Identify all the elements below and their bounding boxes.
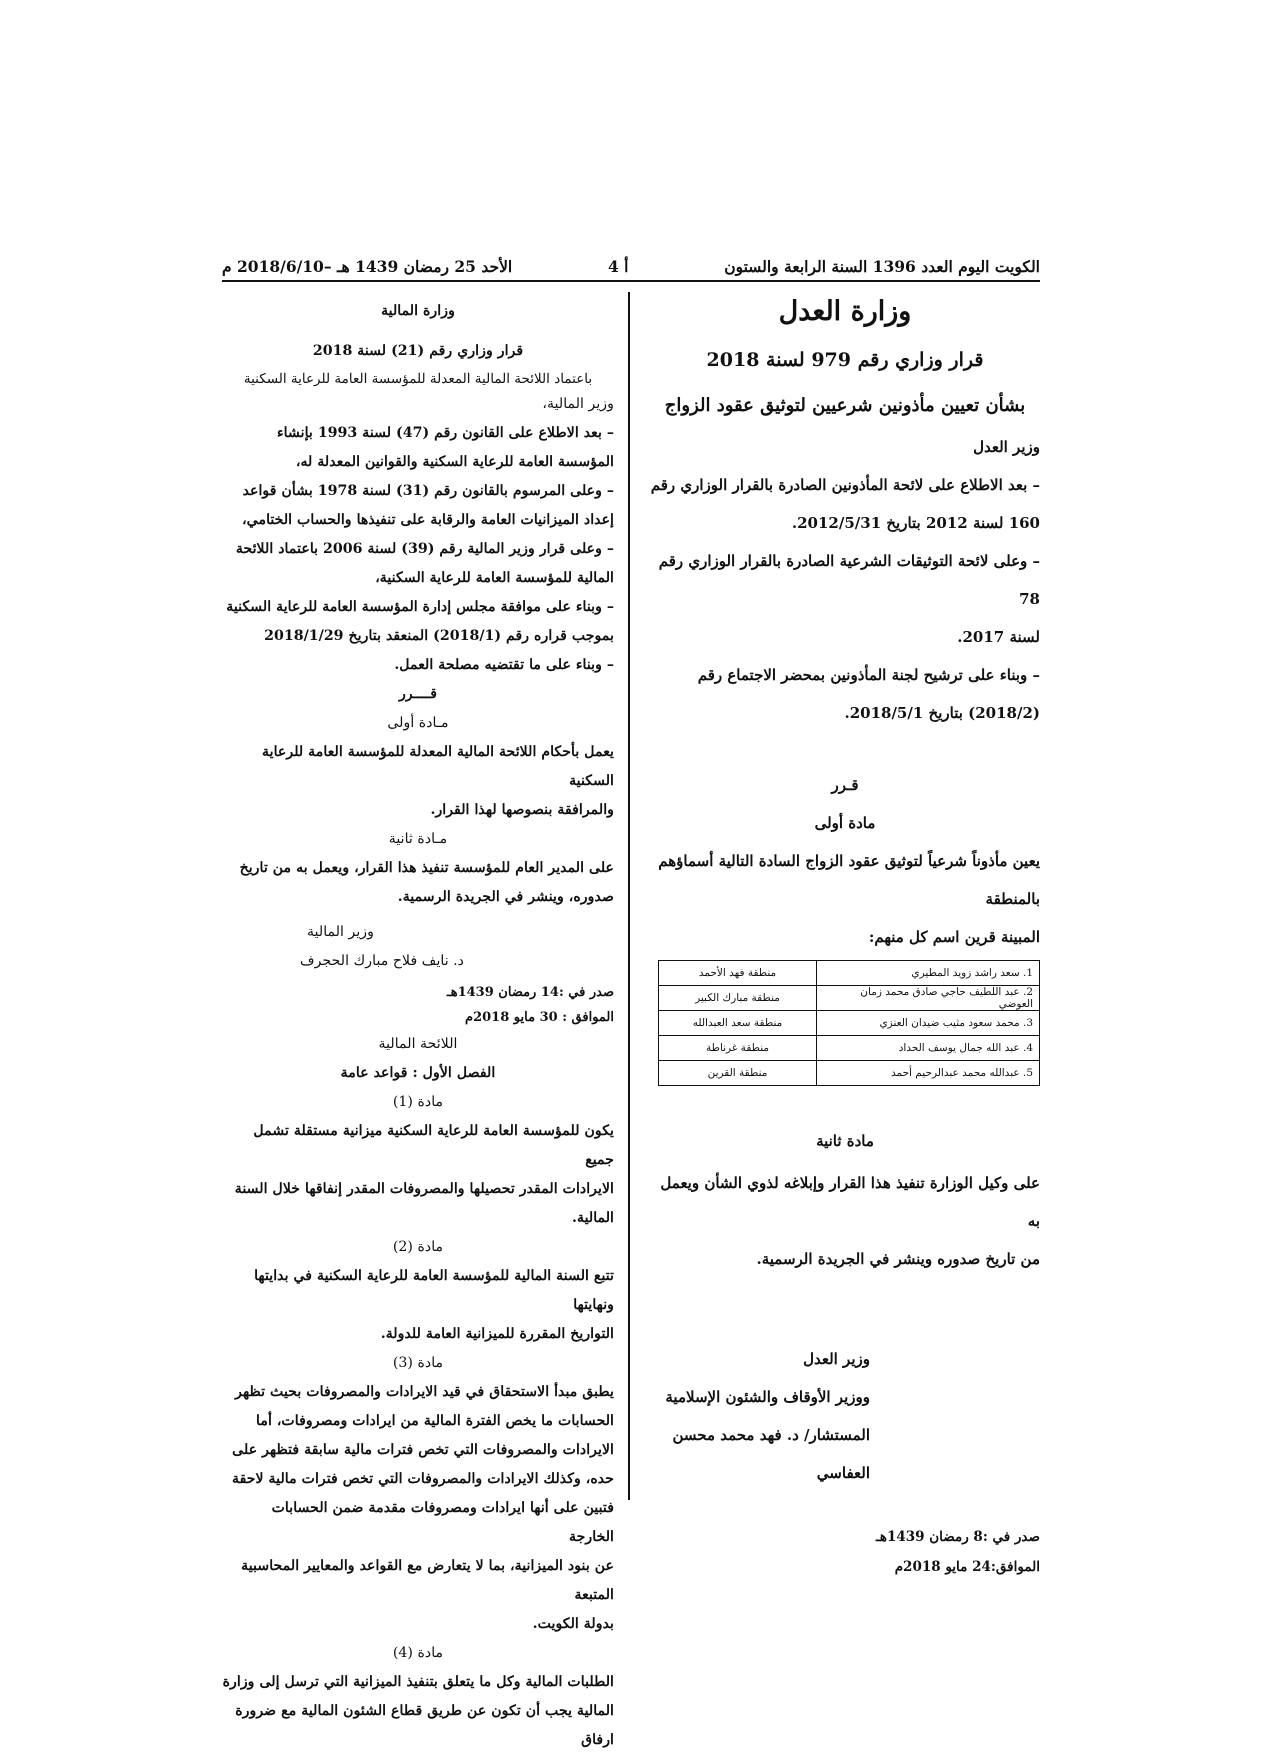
finance-article1-line: والمرافقة بنصوصها لهذا القرار.: [430, 802, 614, 818]
table-row: [659, 961, 1040, 986]
appointees-table: [658, 960, 1040, 1086]
justice-preamble-line: – وعلى لائحة التوثيقات الشرعية الصادرة بالقرار الوزاري رقم 78: [658, 552, 1040, 608]
justice-ministry-title: وزارة العدل: [778, 296, 912, 327]
justice-article1-title: مادة أولى: [814, 814, 876, 832]
finance-decided: قــــرر: [398, 686, 438, 702]
finance-preamble-line: – وعلى المرسوم بالقانون رقم (31) لسنة 1978 بشأن قواعد: [242, 483, 614, 499]
finance-signature-name: د. نايف فلاح مبارك الحجرف: [299, 953, 464, 969]
signature-line: ووزير الأوقاف والشئون الإسلامية: [665, 1388, 870, 1406]
justice-signature: [650, 1340, 870, 1492]
finance-preamble-line: – وبناء على موافقة مجلس إدارة المؤسسة العامة للرعاية السكنية: [226, 599, 614, 615]
header-page-number: أ 4: [607, 256, 629, 276]
header-issue: الكويت اليوم العدد 1396 السنة الرابعة والستون: [724, 256, 1040, 276]
finance-issued-date: صدر في :14 رمضان 1439هـ: [446, 985, 614, 1000]
justice-corresponding-date: الموافق:24 مايو 2018م: [894, 1559, 1040, 1575]
appointee-area: منطقة فهد الأحمد: [659, 961, 817, 986]
finance-signature-title: وزير المالية: [307, 924, 374, 940]
justice-decision-subject: بشأن تعيين مأذونين شرعيين لتوثيق عقود الزواج: [664, 395, 1026, 416]
page-header: [222, 252, 1040, 282]
justice-preamble-line: لسنة 2017.: [957, 628, 1040, 646]
regulation-article1-line: يكون للمؤسسة العامة للرعاية السكنية ميزانية مستقلة تشمل جميع: [253, 1123, 614, 1168]
justice-minister-intro: وزير العدل: [973, 438, 1040, 456]
finance-preamble-line: – بعد الاطلاع على القانون رقم (47) لسنة 1993 بإنشاء: [277, 425, 614, 441]
finance-decision-number: قرار وزاري رقم (21) لسنة 2018: [312, 343, 524, 359]
regulation-article3-line: عن بنود الميزانية، بما لا يتعارض مع القواعد والمعايير المحاسبية المتبعة: [241, 1558, 614, 1603]
table-row: [659, 1036, 1040, 1061]
appointee-area: منطقة مبارك الكبير: [659, 986, 817, 1011]
appointee-name: 4. عبد الله جمال يوسف الحداد: [817, 1036, 1040, 1061]
regulation-article3-line: الايرادات والمصروفات التي تخص فترات مالية سابقة فتظهر على: [232, 1442, 614, 1458]
regulation-article3-title: مادة (3): [392, 1355, 444, 1371]
finance-article2-title: مـادة ثانية: [388, 831, 448, 847]
finance-preamble-line: – وبناء على ما تقتضيه مصلحة العمل.: [394, 657, 614, 673]
finance-preamble-line: إعداد الميزانيات العامة والرقابة على تنفيذها والحساب الختامي،: [242, 512, 614, 528]
appointee-area: منطقة سعد العبدالله: [659, 1011, 817, 1036]
justice-decided: قـرر: [831, 776, 859, 794]
justice-preamble-line: (2018/2) بتاريخ 2018/5/1.: [844, 704, 1040, 722]
justice-column: [650, 292, 1040, 1582]
regulation-article3-line: حده، وكذلك الايرادات والمصروفات التي تخص فترات مالية لاحقة: [231, 1471, 614, 1487]
finance-preamble-line: المالية للمؤسسة العامة للرعاية السكنية،: [375, 570, 614, 586]
finance-decision-subject: باعتماد اللائحة المالية المعدلة للمؤسسة العامة للرعاية السكنية: [243, 371, 593, 387]
signature-line: وزير العدل: [803, 1350, 870, 1368]
regulation-article3-line: يطبق مبدأ الاستحقاق في قيد الايرادات والمصروفات بحيث تظهر: [235, 1384, 614, 1400]
finance-column: [222, 292, 614, 1755]
regulation-article4-line: الطلبات المالية وكل ما يتعلق بتنفيذ الميزانية التي ترسل إلى وزارة: [222, 1674, 614, 1690]
justice-article2-title: مادة ثانية: [816, 1132, 874, 1150]
appointee-area: منطقة القرين: [659, 1061, 817, 1086]
regulation-article4-line: المالية يجب أن تكون عن طريق قطاع الشئون المالية مع ضرورة ارفاق: [235, 1703, 614, 1748]
justice-preamble-line: 160 لسنة 2012 بتاريخ 2012/5/31.: [791, 514, 1040, 532]
finance-minister-intro: وزير المالية،: [542, 396, 614, 412]
regulation-article3-line: بدولة الكويت.: [532, 1616, 614, 1632]
finance-article1-title: مـادة أولى: [387, 715, 449, 731]
regulation-article3-line: الحسابات ما يخص الفترة المالية من ايرادات ومصروفات، أما: [256, 1413, 614, 1429]
appointee-name: 5. عبدالله محمد عبدالرحيم أحمد: [817, 1061, 1040, 1086]
regulation-article1-title: مادة (1): [392, 1094, 444, 1110]
column-divider: [628, 292, 630, 1500]
appointee-name: 3. محمد سعود مثيب ضيدان العنزي: [817, 1011, 1040, 1036]
finance-article2-line: صدوره، وينشر في الجريدة الرسمية.: [397, 889, 614, 905]
finance-article1-line: يعمل بأحكام اللائحة المالية المعدلة للمؤسسة العامة للرعاية السكنية: [262, 744, 614, 789]
regulation-article4-title: مادة (4): [392, 1645, 444, 1661]
finance-preamble-line: – وعلى قرار وزير المالية رقم (39) لسنة 2006 باعتماد اللائحة: [235, 541, 614, 557]
appointee-name: 2. عبد اللطيف حاجي صادق محمد زمان العوضي: [817, 986, 1040, 1011]
header-date: الأحد 25 رمضان 1439 هـ –2018/6/10 م: [222, 256, 513, 276]
appointee-area: منطقة غرناطة: [659, 1036, 817, 1061]
table-row: [659, 986, 1040, 1011]
appointee-name: 1. سعد راشد زويد المطيري: [817, 961, 1040, 986]
regulation-article2-line: تتبع السنة المالية للمؤسسة العامة للرعاية السكنية في بدايتها ونهايتها: [254, 1268, 614, 1313]
justice-issued-date: صدر في :8 رمضان 1439هـ: [875, 1529, 1040, 1545]
chapter-title: الفصل الأول : قواعد عامة: [340, 1065, 496, 1081]
regulation-article2-line: التواريخ المقررة للميزانية العامة للدولة.: [380, 1326, 614, 1342]
regulation-article1-line: الايرادات المقدر تحصيلها والمصروفات المقدر إنفاقها خلال السنة المالية.: [234, 1181, 614, 1226]
regulation-article2-title: مادة (2): [392, 1239, 444, 1255]
regulation-title: اللائحة المالية: [378, 1036, 458, 1052]
finance-corresponding-date: الموافق : 30 مايو 2018م: [465, 1010, 614, 1025]
finance-article2-line: على المدير العام للمؤسسة تنفيذ هذا القرار، ويعمل به من تاريخ: [239, 860, 614, 876]
table-row: [659, 1061, 1040, 1086]
finance-preamble-line: المؤسسة العامة للرعاية السكنية والقوانين المعدلة له،: [295, 454, 614, 470]
table-row: [659, 1011, 1040, 1036]
signature-line: المستشار/ د. فهد محمد محسن العفاسي: [672, 1426, 870, 1482]
justice-article1-line: يعين مأذوناً شرعياً لتوثيق عقود الزواج السادة التالية أسماؤهم بالمنطقة: [658, 852, 1040, 908]
justice-article1-line: المبينة قرين اسم كل منهم:: [868, 928, 1040, 946]
justice-article2-line: من تاريخ صدوره وينشر في الجريدة الرسمية.: [756, 1250, 1040, 1268]
finance-ministry-title: وزارة المالية: [381, 303, 455, 319]
justice-preamble-line: – وبناء على ترشيح لجنة المأذونين بمحضر الاجتماع رقم: [697, 666, 1040, 684]
justice-preamble-line: – بعد الاطلاع على لائحة المأذونين الصادرة بالقرار الوزاري رقم: [650, 476, 1040, 494]
finance-preamble-line: بموجب قراره رقم (2018/1) المنعقد بتاريخ 2018/1/29: [264, 628, 614, 644]
justice-decision-number: قرار وزاري رقم 979 لسنة 2018: [706, 349, 984, 371]
justice-article2-line: على وكيل الوزارة تنفيذ هذا القرار وإبلاغه لذوي الشأن ويعمل به: [660, 1174, 1040, 1230]
regulation-article3-line: فتبين على أنها ايرادات ومصروفات مقدمة ضمن الحسابات الخارجة: [271, 1500, 614, 1545]
